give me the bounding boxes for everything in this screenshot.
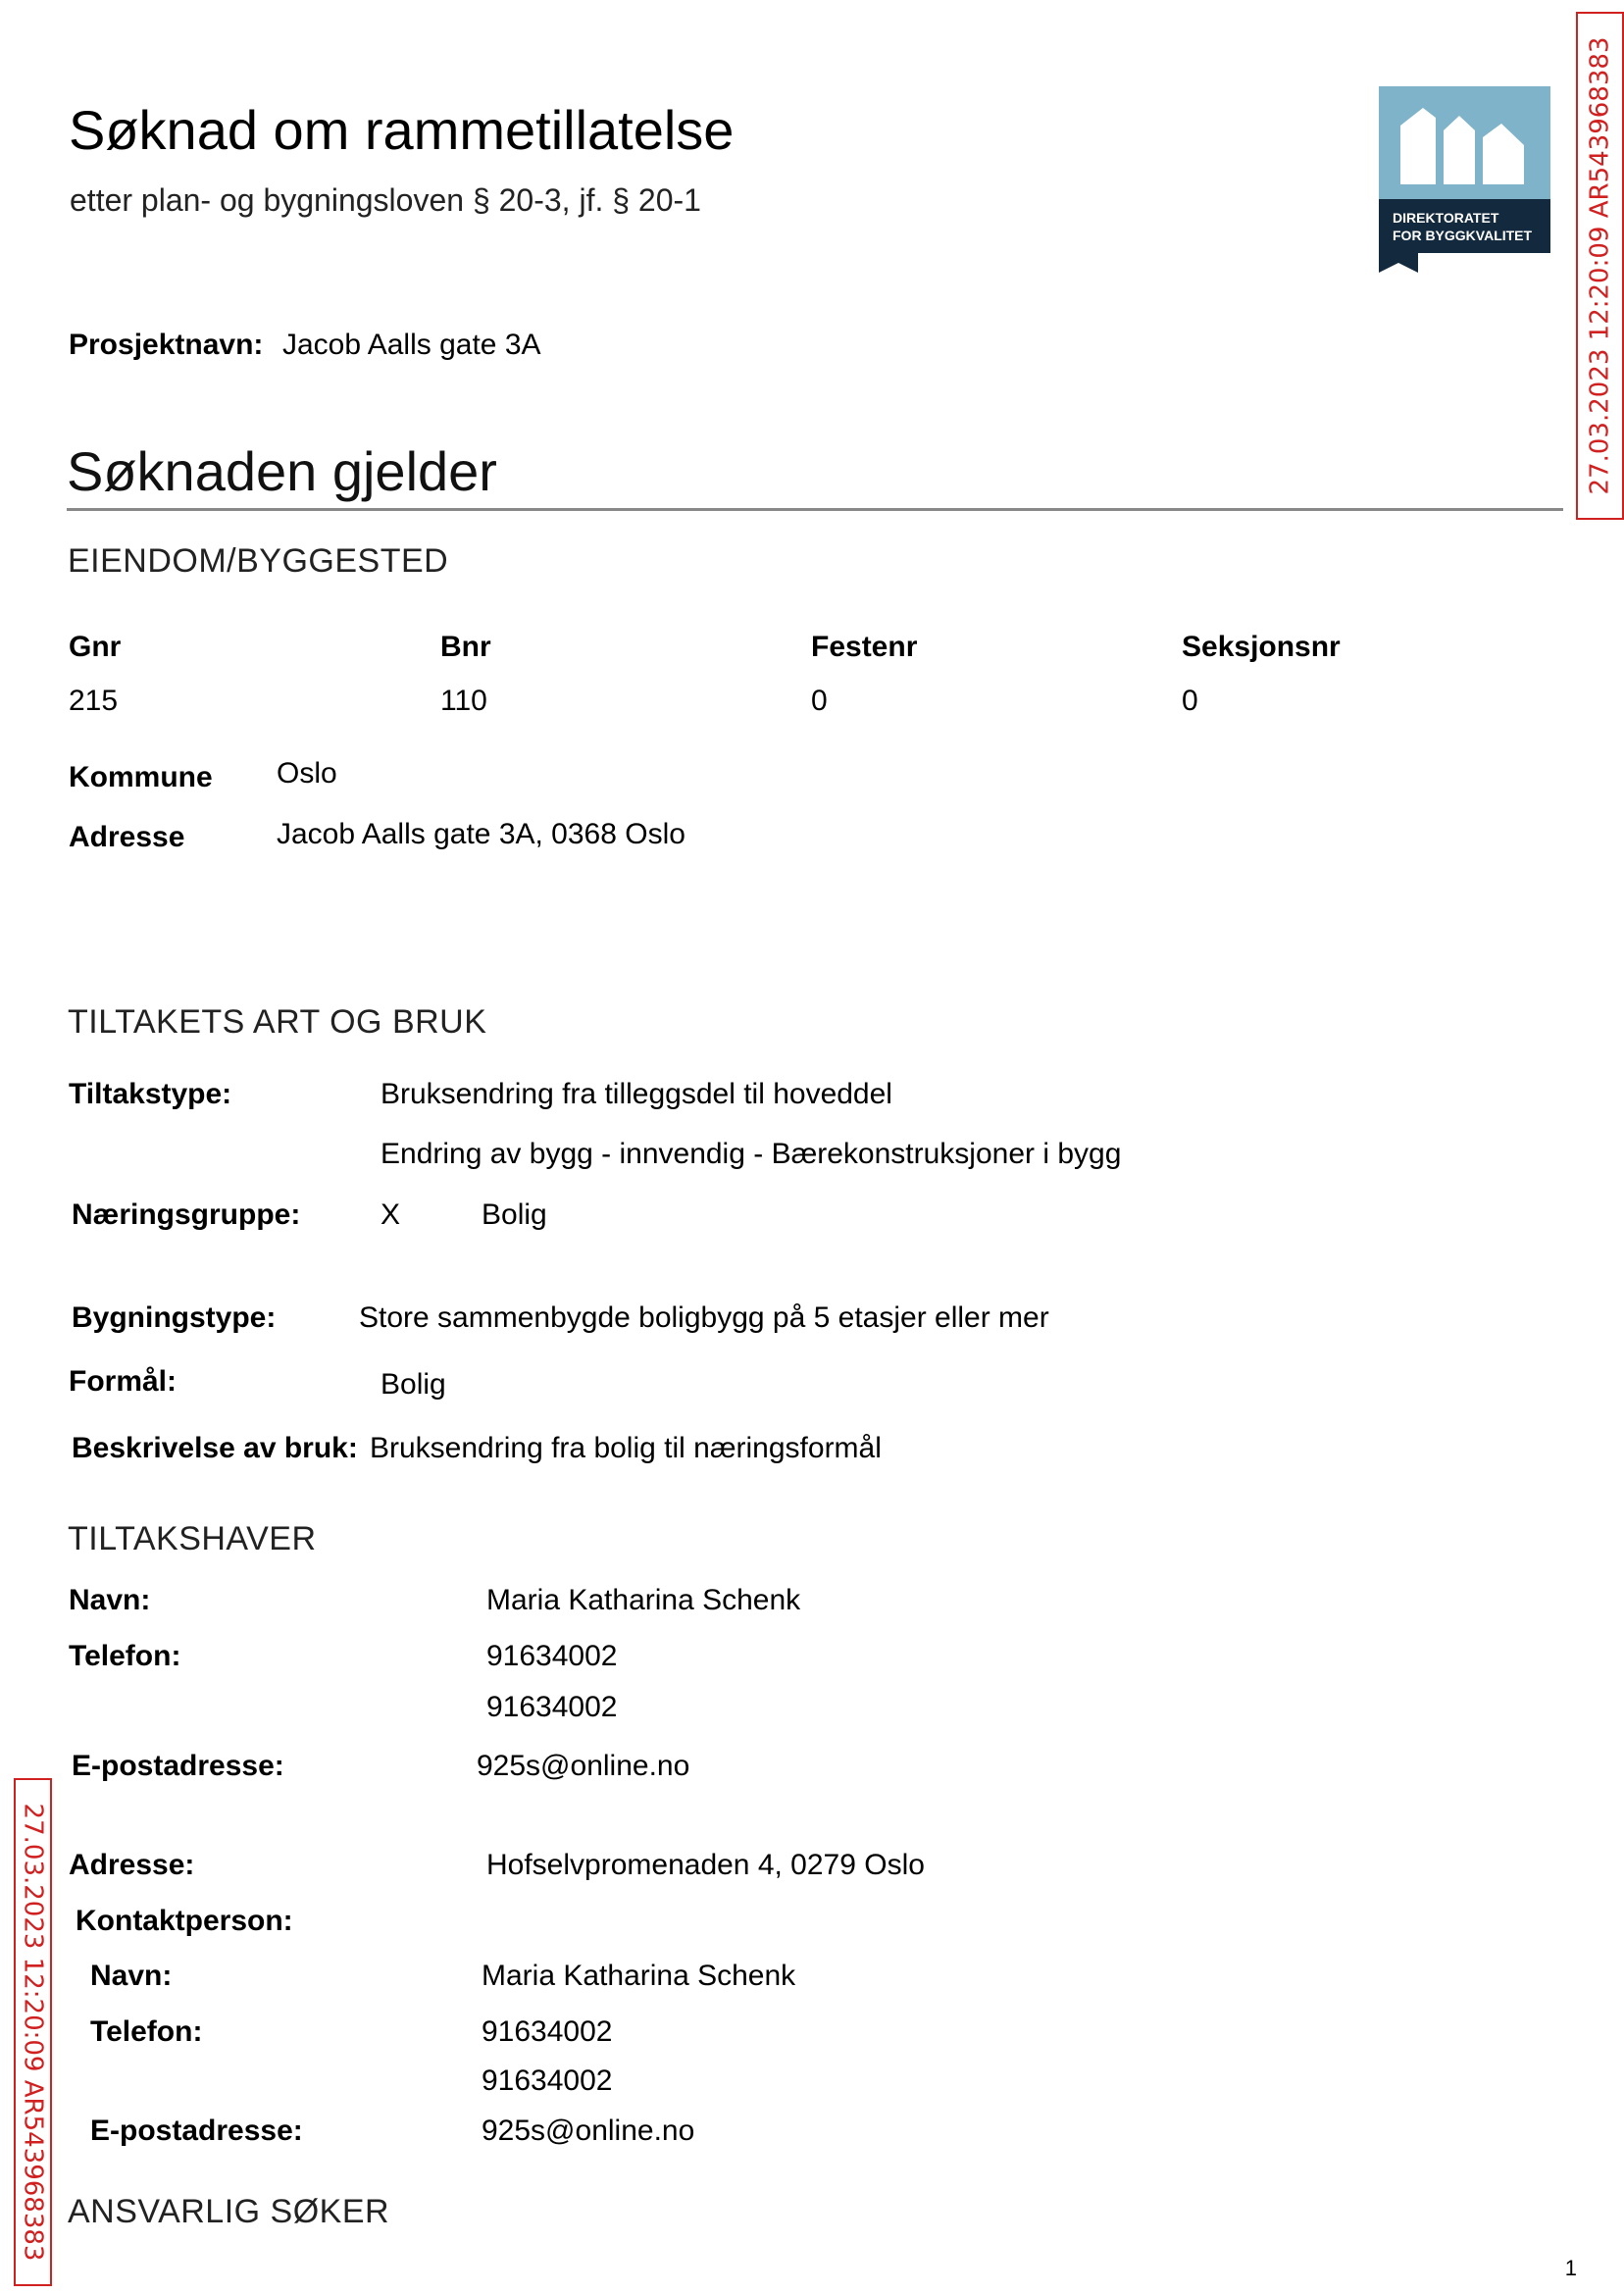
tiltakshaver-heading: TILTAKSHAVER: [68, 1520, 317, 1557]
section-divider: [67, 508, 1563, 511]
adresse-value: Jacob Aalls gate 3A, 0368 Oslo: [277, 818, 685, 850]
bygningstype-label: Bygningstype:: [72, 1301, 277, 1334]
tiltakshaver-navn-value: Maria Katharina Schenk: [486, 1584, 801, 1616]
kontaktperson-heading: Kontaktperson:: [76, 1905, 293, 1937]
tiltakstype-label: Tiltakstype:: [69, 1078, 232, 1110]
kontakt-navn-value: Maria Katharina Schenk: [482, 1960, 796, 1992]
date-stamp-bottom: [14, 1778, 52, 2286]
project-value: Jacob Aalls gate 3A: [282, 329, 541, 361]
project-label: Prosjektnavn:: [69, 329, 264, 361]
beskrivelse-value: Bruksendring fra bolig til næringsformål: [370, 1432, 882, 1464]
adresse-label: Adresse: [69, 821, 185, 853]
naeringsgruppe-value: Bolig: [482, 1198, 547, 1231]
date-stamp-bottom-text: 27.03.2023 12:20:09 AR543968383: [18, 1803, 48, 2262]
page-number: 1: [1564, 2256, 1577, 2280]
seksjonsnr-value: 0: [1182, 685, 1198, 717]
tiltakshaver-telefon-value-2: 91634002: [486, 1691, 618, 1723]
tiltakshaver-epost-label: E-postadresse:: [72, 1750, 284, 1782]
tiltakshaver-epost-value: 925s@online.no: [477, 1750, 690, 1782]
tiltakshaver-telefon-value-1: 91634002: [486, 1640, 618, 1672]
naeringsgruppe-mark: X: [381, 1198, 401, 1231]
document-subtitle: etter plan- og bygningsloven § 20-3, jf. § 20-1: [70, 182, 701, 218]
gnr-value: 215: [69, 685, 119, 717]
kontakt-telefon-value-1: 91634002: [482, 2015, 613, 2048]
bnr-label: Bnr: [440, 631, 491, 663]
tiltakshaver-navn-label: Navn:: [69, 1584, 151, 1616]
festenr-value: 0: [811, 685, 828, 717]
tiltakshaver-adresse-label: Adresse:: [69, 1849, 195, 1881]
bygningstype-value: Store sammenbygde boligbygg på 5 etasjer eller mer: [359, 1301, 1049, 1334]
naeringsgruppe-label: Næringsgruppe:: [72, 1198, 301, 1231]
document-title: Søknad om rammetillatelse: [69, 99, 735, 161]
tiltakstype-value-2: Endring av bygg - innvendig - Bærekonstruksjoner i bygg: [381, 1138, 1122, 1170]
kontakt-telefon-label: Telefon:: [90, 2015, 203, 2048]
dibk-logo-graphic: [1379, 86, 1550, 273]
ansvarlig-soker-heading: ANSVARLIG SØKER: [68, 2193, 390, 2230]
kontakt-telefon-value-2: 91634002: [482, 2065, 613, 2097]
kontakt-navn-label: Navn:: [90, 1960, 173, 1992]
tiltakshaver-adresse-value: Hofselvpromenaden 4, 0279 Oslo: [486, 1849, 925, 1881]
festenr-label: Festenr: [811, 631, 918, 663]
property-heading: EIENDOM/BYGGESTED: [68, 542, 449, 580]
formal-value: Bolig: [381, 1368, 446, 1401]
kontakt-epost-label: E-postadresse:: [90, 2115, 303, 2147]
tiltak-heading: TILTAKETS ART OG BRUK: [68, 1003, 487, 1041]
formal-label: Formål:: [69, 1365, 178, 1398]
seksjonsnr-label: Seksjonsnr: [1182, 631, 1341, 663]
tiltakshaver-telefon-label: Telefon:: [69, 1640, 181, 1672]
logo-text-line1: DIREKTORATET: [1393, 210, 1499, 226]
gnr-label: Gnr: [69, 631, 122, 663]
bnr-value: 110: [440, 685, 487, 717]
logo-text-line2: FOR BYGGKVALITET: [1393, 228, 1533, 243]
date-stamp-top-text: 27.03.2023 12:20:09 AR543968383: [1585, 36, 1615, 495]
dibk-logo: [1379, 86, 1550, 273]
beskrivelse-label: Beskrivelse av bruk:: [72, 1432, 358, 1464]
section-heading: Søknaden gjelder: [67, 440, 497, 502]
kommune-value: Oslo: [277, 757, 337, 790]
kontakt-epost-value: 925s@online.no: [482, 2115, 695, 2147]
tiltakstype-value-1: Bruksendring fra tilleggsdel til hoveddel: [381, 1078, 892, 1110]
date-stamp-top: [1576, 12, 1624, 520]
kommune-label: Kommune: [69, 761, 213, 793]
